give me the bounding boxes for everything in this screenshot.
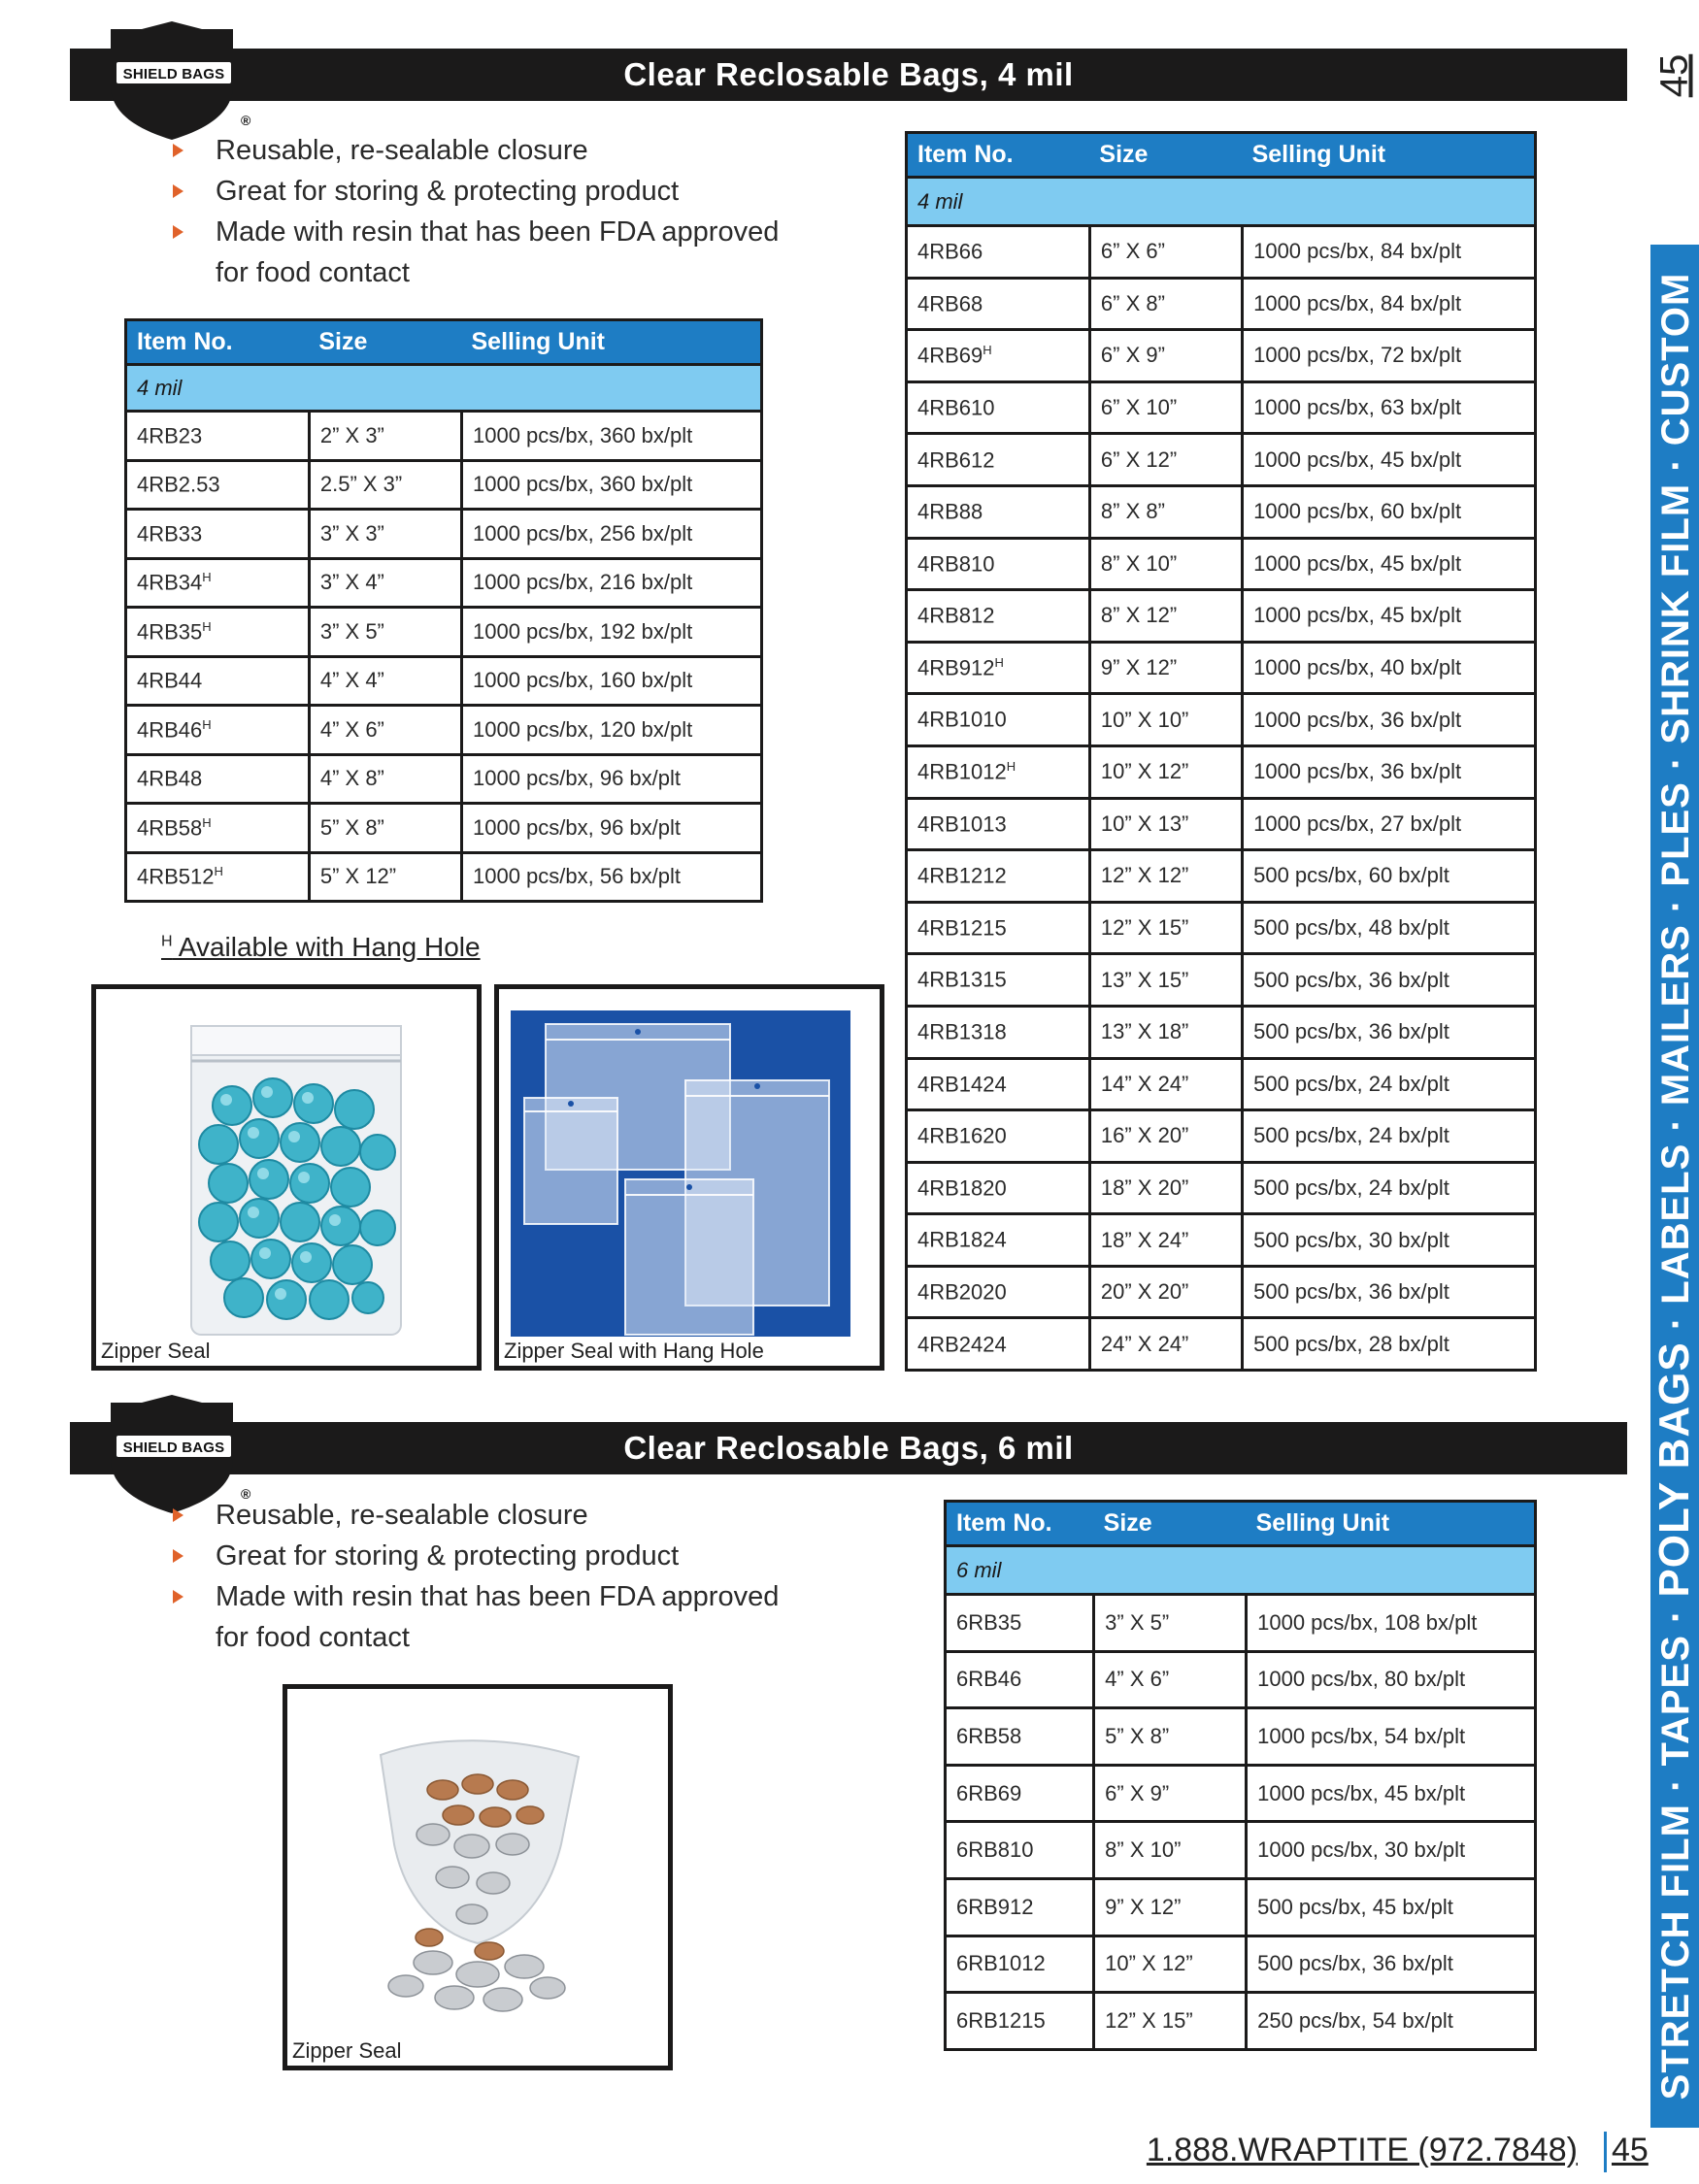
cell-item-no: $4RB512^H$ (126, 852, 310, 902)
table-row (126, 852, 762, 902)
hang-hole-mark: H (983, 343, 992, 358)
col-header-item: Item No. (907, 133, 1090, 178)
cell-selling-unit: 1000 pcs/bx, 360 bx/plt (461, 460, 761, 510)
section-header-4mil (70, 49, 1627, 101)
bullet-item: Reusable, re-sealable closure (167, 1495, 779, 1536)
bullet-item: Great for storing & protecting product (167, 171, 779, 212)
cell-selling-unit: 500 pcs/bx, 28 bx/plt (1243, 1318, 1536, 1371)
cell-selling-unit: 1000 pcs/bx, 36 bx/plt (1243, 745, 1536, 798)
category-side-labels (1650, 245, 1699, 2128)
cell-size: 5” X 8” (1094, 1708, 1247, 1766)
cell-size: 6” X 12” (1089, 434, 1242, 486)
table-row (907, 1058, 1536, 1110)
product-table-4mil-large (905, 131, 1537, 1372)
table-row (907, 485, 1536, 538)
side-tab-separator: · (1654, 1766, 1697, 1804)
cell-item-no: 4RB1010 (907, 694, 1090, 746)
bullet-list-6mil (167, 1495, 779, 1658)
table-row (907, 226, 1536, 279)
cell-selling-unit: 1000 pcs/bx, 108 bx/plt (1247, 1595, 1536, 1652)
cell-item-no: 6RB69 (946, 1765, 1094, 1822)
side-tab-item[interactable]: STRETCH FILM (1654, 1803, 1697, 2101)
cell-size: 4” X 6” (1094, 1651, 1247, 1708)
product-image-zipper-seal (91, 984, 482, 1371)
cell-size: 10” X 13” (1089, 798, 1242, 850)
side-tab-separator: · (1654, 1597, 1697, 1636)
cell-item-no: $4RB69^H$ (907, 330, 1090, 382)
side-tab-item[interactable]: PLES (1654, 781, 1697, 887)
table-row (907, 538, 1536, 590)
cell-size: 13” X 18” (1089, 1006, 1242, 1058)
table-row (946, 1936, 1536, 1993)
cell-selling-unit: 500 pcs/bx, 24 bx/plt (1243, 1162, 1536, 1214)
hang-hole-mark: H (214, 864, 223, 879)
table-row (126, 510, 762, 559)
hang-hole-note: $^H$ Available with Hang Hole (161, 932, 481, 962)
cell-size: 10” X 12” (1094, 1936, 1247, 1993)
bullet-item: Made with resin that has been FDA approved (167, 1576, 779, 1617)
table-group-row (907, 178, 1536, 226)
section-title: Clear Reclosable Bags, 6 mil (623, 1430, 1074, 1466)
table-row (126, 754, 762, 804)
cell-size: 10” X 12” (1089, 745, 1242, 798)
bullet-item-continued: for food contact (216, 257, 410, 288)
product-table-6mil (944, 1500, 1537, 2051)
cell-size: 3” X 4” (309, 558, 461, 608)
col-header-item: Item No. (126, 320, 310, 365)
side-tab-item[interactable]: TAPES (1654, 1635, 1697, 1767)
table-row (907, 590, 1536, 643)
cell-size: 14” X 24” (1089, 1058, 1242, 1110)
table-row (126, 558, 762, 608)
cell-item-no: 4RB88 (907, 485, 1090, 538)
cell-selling-unit: 1000 pcs/bx, 45 bx/plt (1243, 434, 1536, 486)
cell-size: 5” X 8” (309, 804, 461, 853)
bullet-item: Reusable, re-sealable closure (167, 130, 779, 171)
table-row (126, 656, 762, 706)
group-label: 4 mil (126, 365, 762, 412)
table-row (907, 694, 1536, 746)
cell-item-no: 4RB1824 (907, 1214, 1090, 1267)
cell-selling-unit: 500 pcs/bx, 24 bx/plt (1243, 1110, 1536, 1163)
cell-selling-unit: 500 pcs/bx, 36 bx/plt (1243, 1006, 1536, 1058)
cell-selling-unit: 1000 pcs/bx, 45 bx/plt (1243, 538, 1536, 590)
table-row (126, 608, 762, 657)
cell-item-no: 4RB44 (126, 656, 310, 706)
side-tab-separator: · (1654, 886, 1697, 925)
col-header-unit: Selling Unit (1247, 1502, 1536, 1546)
hang-hole-mark: H (202, 618, 212, 634)
logo-text: SHIELD BAGS (115, 60, 233, 85)
hang-hole-mark: H (202, 716, 212, 732)
cell-selling-unit: 1000 pcs/bx, 256 bx/plt (461, 510, 761, 559)
cell-item-no: 6RB810 (946, 1822, 1094, 1879)
cell-size: 3” X 5” (309, 608, 461, 657)
side-tab-item[interactable]: POLY BAGS (1650, 1341, 1698, 1598)
cell-size: 8” X 10” (1089, 538, 1242, 590)
cell-selling-unit: 1000 pcs/bx, 120 bx/plt (461, 706, 761, 755)
cell-item-no: $4RB1012^H$ (907, 745, 1090, 798)
side-tab-separator: · (1654, 1106, 1697, 1143)
shield-bags-logo (97, 17, 251, 142)
cell-selling-unit: 1000 pcs/bx, 80 bx/plt (1247, 1651, 1536, 1708)
table-row (907, 1006, 1536, 1058)
bullet-triangle-icon (173, 1590, 183, 1604)
cell-size: 6” X 8” (1089, 278, 1242, 330)
cell-size: 2.5” X 3” (309, 460, 461, 510)
cell-size: 10” X 10” (1089, 694, 1242, 746)
footer-page-number: 45 (1612, 2132, 1649, 2168)
cell-selling-unit: 500 pcs/bx, 36 bx/plt (1247, 1936, 1536, 1993)
cell-item-no: 6RB1012 (946, 1936, 1094, 1993)
top-page-number: 45 (1652, 53, 1696, 98)
cell-selling-unit: 1000 pcs/bx, 160 bx/plt (461, 656, 761, 706)
cell-item-no: 4RB66 (907, 226, 1090, 279)
image-caption: Zipper Seal with Hang Hole (504, 1339, 764, 1363)
cell-item-no: 4RB2424 (907, 1318, 1090, 1371)
section-title: Clear Reclosable Bags, 4 mil (623, 56, 1074, 92)
cell-selling-unit: 1000 pcs/bx, 40 bx/plt (1243, 642, 1536, 694)
cell-selling-unit: 1000 pcs/bx, 56 bx/plt (461, 852, 761, 902)
hang-hole-mark: H (161, 933, 173, 950)
bullet-triangle-icon (173, 225, 183, 239)
cell-item-no: 4RB1315 (907, 954, 1090, 1007)
cell-item-no: 4RB1820 (907, 1162, 1090, 1214)
side-tab-item[interactable]: CUSTOM (1654, 272, 1697, 447)
table-row (946, 1595, 1536, 1652)
bullet-item: Great for storing & protecting product (167, 1536, 779, 1576)
group-label: 4 mil (907, 178, 1536, 226)
cell-selling-unit: 1000 pcs/bx, 27 bx/plt (1243, 798, 1536, 850)
cell-item-no: 4RB812 (907, 590, 1090, 643)
image-caption: Zipper Seal (292, 2038, 402, 2063)
col-header-unit: Selling Unit (461, 320, 761, 365)
hang-hole-mark: H (202, 570, 212, 585)
cell-selling-unit: 1000 pcs/bx, 36 bx/plt (1243, 694, 1536, 746)
table-group-row (946, 1546, 1536, 1595)
side-tab-separator: · (1654, 1304, 1697, 1342)
cell-selling-unit: 1000 pcs/bx, 192 bx/plt (461, 608, 761, 657)
hang-hole-mark: H (1006, 759, 1016, 775)
cell-selling-unit: 1000 pcs/bx, 60 bx/plt (1243, 485, 1536, 538)
table-row (946, 1993, 1536, 2050)
side-tab-item[interactable]: LABELS (1654, 1142, 1697, 1305)
cell-item-no: 4RB1424 (907, 1058, 1090, 1110)
cell-size: 16” X 20” (1089, 1110, 1242, 1163)
table-row (907, 278, 1536, 330)
cell-selling-unit: 1000 pcs/bx, 45 bx/plt (1243, 590, 1536, 643)
product-image-hang-hole (494, 984, 884, 1371)
cell-item-no: 4RB1620 (907, 1110, 1090, 1163)
table-row (907, 850, 1536, 903)
cell-item-no: $4RB46^H$ (126, 706, 310, 755)
col-header-size: Size (309, 320, 461, 365)
cell-size: 9” X 12” (1094, 1878, 1247, 1936)
table-row (946, 1651, 1536, 1708)
cell-size: 6” X 6” (1089, 226, 1242, 279)
hang-hole-mark: H (994, 654, 1004, 670)
table-row (946, 1822, 1536, 1879)
cell-selling-unit: 500 pcs/bx, 45 bx/plt (1247, 1878, 1536, 1936)
table-group-row (126, 365, 762, 412)
cell-item-no: 6RB35 (946, 1595, 1094, 1652)
cell-item-no: 6RB46 (946, 1651, 1094, 1708)
cell-size: 12” X 15” (1089, 902, 1242, 954)
cell-selling-unit: 1000 pcs/bx, 96 bx/plt (461, 804, 761, 853)
logo-text: SHIELD BAGS (115, 1434, 233, 1459)
bullet-triangle-icon (173, 184, 183, 198)
bullet-list-4mil (167, 130, 779, 293)
table-row (946, 1708, 1536, 1766)
table-row (907, 745, 1536, 798)
footer-divider (1604, 2132, 1607, 2172)
group-label: 6 mil (946, 1546, 1536, 1595)
cell-size: 6” X 9” (1089, 330, 1242, 382)
cell-size: 2” X 3” (309, 412, 461, 461)
cell-selling-unit: 500 pcs/bx, 30 bx/plt (1243, 1214, 1536, 1267)
cell-size: 4” X 6” (309, 706, 461, 755)
product-image-coins (283, 1684, 673, 2070)
cell-item-no: $4RB34^H$ (126, 558, 310, 608)
cell-size: 18” X 24” (1089, 1214, 1242, 1267)
cell-item-no: 6RB912 (946, 1878, 1094, 1936)
cell-item-no: 4RB33 (126, 510, 310, 559)
col-header-item: Item No. (946, 1502, 1094, 1546)
table-row (907, 1318, 1536, 1371)
bullet-item: Made with resin that has been FDA approved (167, 212, 779, 252)
table-row (126, 804, 762, 853)
table-row (907, 642, 1536, 694)
table-row (126, 706, 762, 755)
cell-item-no: 6RB1215 (946, 1993, 1094, 2050)
cell-selling-unit: 500 pcs/bx, 36 bx/plt (1243, 954, 1536, 1007)
cell-item-no: 4RB2.53 (126, 460, 310, 510)
cell-selling-unit: 1000 pcs/bx, 96 bx/plt (461, 754, 761, 804)
cell-size: 13” X 15” (1089, 954, 1242, 1007)
hang-hole-mark: H (202, 814, 212, 830)
cell-item-no: $4RB58^H$ (126, 804, 310, 853)
cell-selling-unit: 1000 pcs/bx, 30 bx/plt (1247, 1822, 1536, 1879)
cell-selling-unit: 500 pcs/bx, 60 bx/plt (1243, 850, 1536, 903)
cell-selling-unit: 500 pcs/bx, 48 bx/plt (1243, 902, 1536, 954)
footer-phone[interactable]: 1.888.WRAPTITE (972.7848) (1146, 2132, 1578, 2168)
cell-selling-unit: 1000 pcs/bx, 54 bx/plt (1247, 1708, 1536, 1766)
cell-item-no: 4RB1013 (907, 798, 1090, 850)
cell-item-no: 6RB58 (946, 1708, 1094, 1766)
cell-item-no: 4RB810 (907, 538, 1090, 590)
bag-marbles-image (96, 989, 477, 1366)
table-row (907, 330, 1536, 382)
side-tab-separator: · (1654, 744, 1697, 782)
cell-size: 6” X 10” (1089, 381, 1242, 434)
col-header-size: Size (1089, 133, 1242, 178)
cell-selling-unit: 1000 pcs/bx, 45 bx/plt (1247, 1765, 1536, 1822)
cell-item-no: 4RB1318 (907, 1006, 1090, 1058)
bullet-triangle-icon (173, 144, 183, 157)
table-row (907, 1214, 1536, 1267)
table-row (907, 434, 1536, 486)
side-tab-item[interactable]: MAILERS (1654, 924, 1697, 1107)
table-row (907, 1162, 1536, 1214)
cell-size: 8” X 8” (1089, 485, 1242, 538)
cell-selling-unit: 500 pcs/bx, 36 bx/plt (1243, 1266, 1536, 1318)
cell-size: 6” X 9” (1094, 1765, 1247, 1822)
cell-selling-unit: 1000 pcs/bx, 360 bx/plt (461, 412, 761, 461)
cell-size: 24” X 24” (1089, 1318, 1242, 1371)
cell-item-no: 4RB48 (126, 754, 310, 804)
cell-selling-unit: 250 pcs/bx, 54 bx/plt (1247, 1993, 1536, 2050)
table-header-row (946, 1502, 1536, 1546)
cell-size: 5” X 12” (309, 852, 461, 902)
cell-selling-unit: 500 pcs/bx, 24 bx/plt (1243, 1058, 1536, 1110)
cell-size: 20” X 20” (1089, 1266, 1242, 1318)
cell-item-no: $4RB912^H$ (907, 642, 1090, 694)
table-header-row (907, 133, 1536, 178)
table-row (907, 902, 1536, 954)
cell-size: 4” X 8” (309, 754, 461, 804)
bag-coins-image (287, 1689, 668, 2066)
cell-item-no: 4RB612 (907, 434, 1090, 486)
table-row (126, 412, 762, 461)
image-caption: Zipper Seal (101, 1339, 211, 1363)
cell-item-no: 4RB23 (126, 412, 310, 461)
cell-selling-unit: 1000 pcs/bx, 72 bx/plt (1243, 330, 1536, 382)
table-row (126, 460, 762, 510)
side-tab-separator: · (1654, 446, 1697, 483)
table-header-row (126, 320, 762, 365)
cell-item-no: $4RB35^H$ (126, 608, 310, 657)
cell-size: 12” X 12” (1089, 850, 1242, 903)
cell-selling-unit: 1000 pcs/bx, 63 bx/plt (1243, 381, 1536, 434)
product-table-4mil-small (124, 318, 763, 903)
cell-selling-unit: 1000 pcs/bx, 84 bx/plt (1243, 226, 1536, 279)
table-row (907, 381, 1536, 434)
table-row (946, 1878, 1536, 1936)
cell-size: 12” X 15” (1094, 1993, 1247, 2050)
bullet-triangle-icon (173, 1549, 183, 1563)
cell-size: 8” X 10” (1094, 1822, 1247, 1879)
side-tab-item[interactable]: SHRINK FILM (1654, 482, 1697, 745)
cell-size: 3” X 5” (1094, 1595, 1247, 1652)
bags-blue-bg-image (499, 989, 880, 1366)
cell-selling-unit: 1000 pcs/bx, 216 bx/plt (461, 558, 761, 608)
section-header-6mil (70, 1422, 1627, 1474)
cell-selling-unit: 1000 pcs/bx, 84 bx/plt (1243, 278, 1536, 330)
table-row (907, 1266, 1536, 1318)
registered-mark: ® (241, 113, 251, 128)
cell-item-no: 4RB68 (907, 278, 1090, 330)
table-row (907, 798, 1536, 850)
table-row (907, 954, 1536, 1007)
cell-size: 18” X 20” (1089, 1162, 1242, 1214)
cell-item-no: 4RB1212 (907, 850, 1090, 903)
cell-size: 4” X 4” (309, 656, 461, 706)
cell-size: 9” X 12” (1089, 642, 1242, 694)
cell-item-no: 4RB2020 (907, 1266, 1090, 1318)
table-row (907, 1110, 1536, 1163)
col-header-unit: Selling Unit (1243, 133, 1536, 178)
registered-mark: ® (241, 1486, 251, 1502)
cell-item-no: 4RB1215 (907, 902, 1090, 954)
table-row (946, 1765, 1536, 1822)
bullet-triangle-icon (173, 1508, 183, 1522)
col-header-size: Size (1094, 1502, 1247, 1546)
cell-size: 3” X 3” (309, 510, 461, 559)
cell-size: 8” X 12” (1089, 590, 1242, 643)
cell-item-no: 4RB610 (907, 381, 1090, 434)
bullet-item-continued: for food contact (216, 1622, 410, 1653)
